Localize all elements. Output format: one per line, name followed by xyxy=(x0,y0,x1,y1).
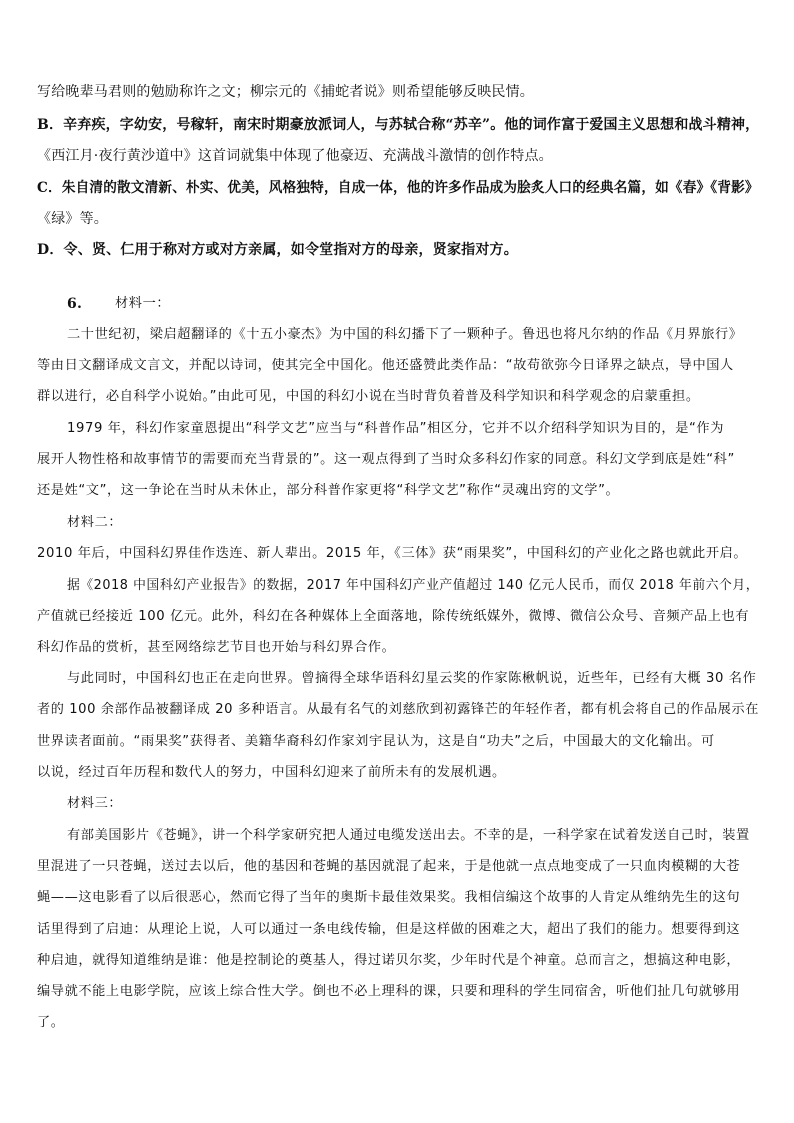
material-two-p3-line-1: 与此同时，中国科幻也正在走向世界。曾摘得全球华语科幻星云奖的作家陈楸帆说，近些年，已经有大概 30 名作 xyxy=(67,671,757,686)
material-one-p1-line-1: 二十世纪初，梁启超翻译的《十五小豪杰》为中国的科幻播下了一颗种子。鲁迅也将凡尔纳的作品《月界旅行》 xyxy=(67,327,743,342)
material-two-p1-line-1: 2010 年后，中国科幻界佳作迭连、新人辈出。2015 年，《三体》获“雨果奖”，中国科幻的产业化之路也就此开启。 xyxy=(37,546,748,561)
option-b-line-1: B．辛弃疾，字幼安，号稼轩，南宋时期豪放派词人，与苏轼合称“苏辛”。他的词作富于爱国主义思想和战斗精神， xyxy=(37,117,760,133)
material-three-line-2: 里混进了一只苍蝇，送过去以后，他的基因和苍蝇的基因就混了起来，于是他就一点点地变成了一只血肉模糊的大苍 xyxy=(37,859,741,874)
material-one-p2-line-2: 展开人物性格和故事情节的需要而充当背景的”。这一观点得到了当时众多科幻作家的同意。科幻文学到底是姓“科” xyxy=(37,452,735,467)
option-c-line-2: 《绿》等。 xyxy=(37,211,108,227)
material-two-p3-line-2: 者的 100 余部作品被翻译成 20 多种语言。从最有名气的刘慈欣到初露锋芒的年轻作者，都有机会将自己的作品展示在 xyxy=(37,702,759,717)
material-two-p3-line-3: 世界读者面前。“雨果奖”获得者、美籍华裔科幻作家刘宇昆认为，这是自“功夫”之后，中国最大的文化输出。可 xyxy=(37,734,715,749)
material-three-heading: 材料三： xyxy=(67,796,123,811)
material-two-p2-line-3: 科幻作品的赏析，甚至网络综艺节目也开始与科幻界合作。 xyxy=(37,640,396,655)
material-two-p3-line-4: 以说，经过百年历程和数代人的努力，中国科幻迎来了前所未有的发展机遇。 xyxy=(37,765,506,780)
material-two-p2-line-2: 产值就已经接近 100 亿元。此外，科幻在各种媒体上全面落地，除传统纸媒外，微博、微信公众号、音频产品上也有 xyxy=(37,609,750,624)
option-d-line-1: D．令、贤、仁用于称对方或对方亲属，如令堂指对方的母亲，贤家指对方。 xyxy=(37,242,518,258)
material-three-line-5: 种启迪，就得知道维纳是谁：他是控制论的奠基人，得过诺贝尔奖，少年时代是个神童。总而言之，想搞这种电影， xyxy=(37,953,741,968)
material-three-line-3: 蝇——这电影看了以后很恶心，然而它得了当年的奥斯卡最佳效果奖。我相信编这个故事的人肯定从维纳先生的这句 xyxy=(37,890,741,905)
material-three-line-1: 有部美国影片《苍蝇》，讲一个科学家研究把人通过电缆发送出去。不幸的是，一科学家在试着发送自己时，装置 xyxy=(67,828,750,843)
material-three-line-4: 话里得到了启迪：从理论上说，人可以通过一条电线传输，但是这样做的困难之大，超出了我们的能力。想要得到这 xyxy=(37,922,741,937)
material-one-heading: 材料一： xyxy=(115,296,171,311)
material-one-p1-line-2: 等由日文翻译成文言文，并配以诗词，使其完全中国化。他还盛赞此类作品：“故苟欲弥今日译界之缺点，导中国人 xyxy=(37,358,734,373)
option-c-line-1: C．朱自清的散文清新、朴实、优美，风格独特，自成一体，他的许多作品成为脍炙人口的经典名篇，如《春》《背影》 xyxy=(37,180,759,196)
material-one-p2-line-1: 1979 年，科幻作家童恩提出“科学文艺”应当与“科普作品”相区分，它并不以介绍科学知识为目的，是“作为 xyxy=(67,421,724,436)
material-three-line-7: 了。 xyxy=(37,1015,65,1030)
option-b-line-2: 《西江月·夜行黄沙道中》这首词就集中体现了他豪迈、充满战斗激情的创作特点。 xyxy=(37,148,553,164)
option-a-continuation: 写给晚辈马君则的勉励称许之文；柳宗元的《捕蛇者说》则希望能够反映民情。 xyxy=(37,84,534,100)
question-number: 6. xyxy=(67,296,83,312)
material-two-heading: 材料二： xyxy=(67,515,123,530)
material-three-line-6: 编导就不能上电影学院，应该上综合性大学。倒也不必上理科的课，只要和理科的学生同宿舍，听他们扯几句就够用 xyxy=(37,984,741,999)
material-two-p2-line-1: 据《2018 中国科幻产业报告》的数据，2017 年中国科幻产业产值超过 140 亿元人民币，而仅 2018 年前六个月， xyxy=(67,578,760,593)
material-one-p2-line-3: 还是姓“文”，这一争论在当时从未休止，部分科普作家更将“科学文艺”称作“灵魂出窍的文学”。 xyxy=(37,483,620,498)
material-one-p1-line-3: 群以进行，必自科学小说始。”由此可见，中国的科幻小说在当时背负着普及科学知识和科学观念的启蒙重担。 xyxy=(37,389,700,404)
